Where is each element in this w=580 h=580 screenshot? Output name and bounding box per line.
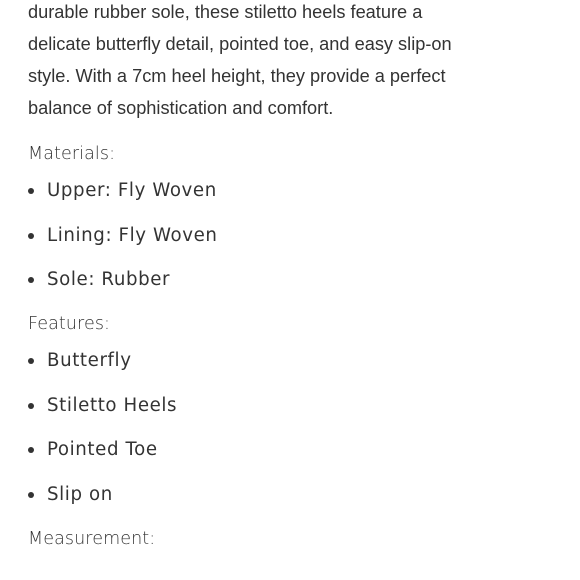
bullet-icon: [28, 233, 34, 239]
measurement-heading: Measurement:: [28, 528, 156, 549]
bullet-icon: [28, 188, 34, 194]
list-item: [28, 483, 558, 507]
bullet-icon: [28, 358, 34, 364]
bullet-icon: [28, 447, 34, 453]
product-description: [28, 0, 558, 124]
bullet-icon: [28, 403, 34, 409]
features-list: [28, 349, 558, 507]
list-item: [28, 349, 558, 373]
list-item: [28, 268, 558, 292]
materials-heading: Materials:: [28, 144, 116, 164]
list-item-label: Pointed Toe: [47, 439, 158, 460]
materials-list: [28, 179, 558, 292]
list-item: [28, 224, 558, 248]
description-line: balance of sophistication and comfort.: [28, 98, 334, 118]
description-line: delicate butterfly detail, pointed toe, and easy slip-on: [28, 34, 452, 54]
list-item-label: Slip on: [47, 483, 113, 505]
description-line: style. With a 7cm heel height, they provide a perfect: [28, 66, 446, 86]
list-item: [28, 394, 558, 418]
list-item-label: Lining: Fly Woven: [47, 224, 218, 246]
features-heading: Features:: [28, 314, 111, 334]
description-line: durable rubber sole, these stiletto heels feature a: [28, 2, 423, 22]
list-item-label: Upper: Fly Woven: [47, 180, 217, 201]
list-item-label: Stiletto Heels: [47, 394, 178, 416]
list-item: [28, 438, 558, 462]
bullet-icon: [28, 277, 34, 283]
bullet-icon: [28, 492, 34, 498]
product-details: [28, 0, 558, 564]
list-item-label: Sole: Rubber: [47, 269, 171, 290]
list-item-label: Butterfly: [47, 350, 132, 371]
list-item: [28, 179, 558, 203]
